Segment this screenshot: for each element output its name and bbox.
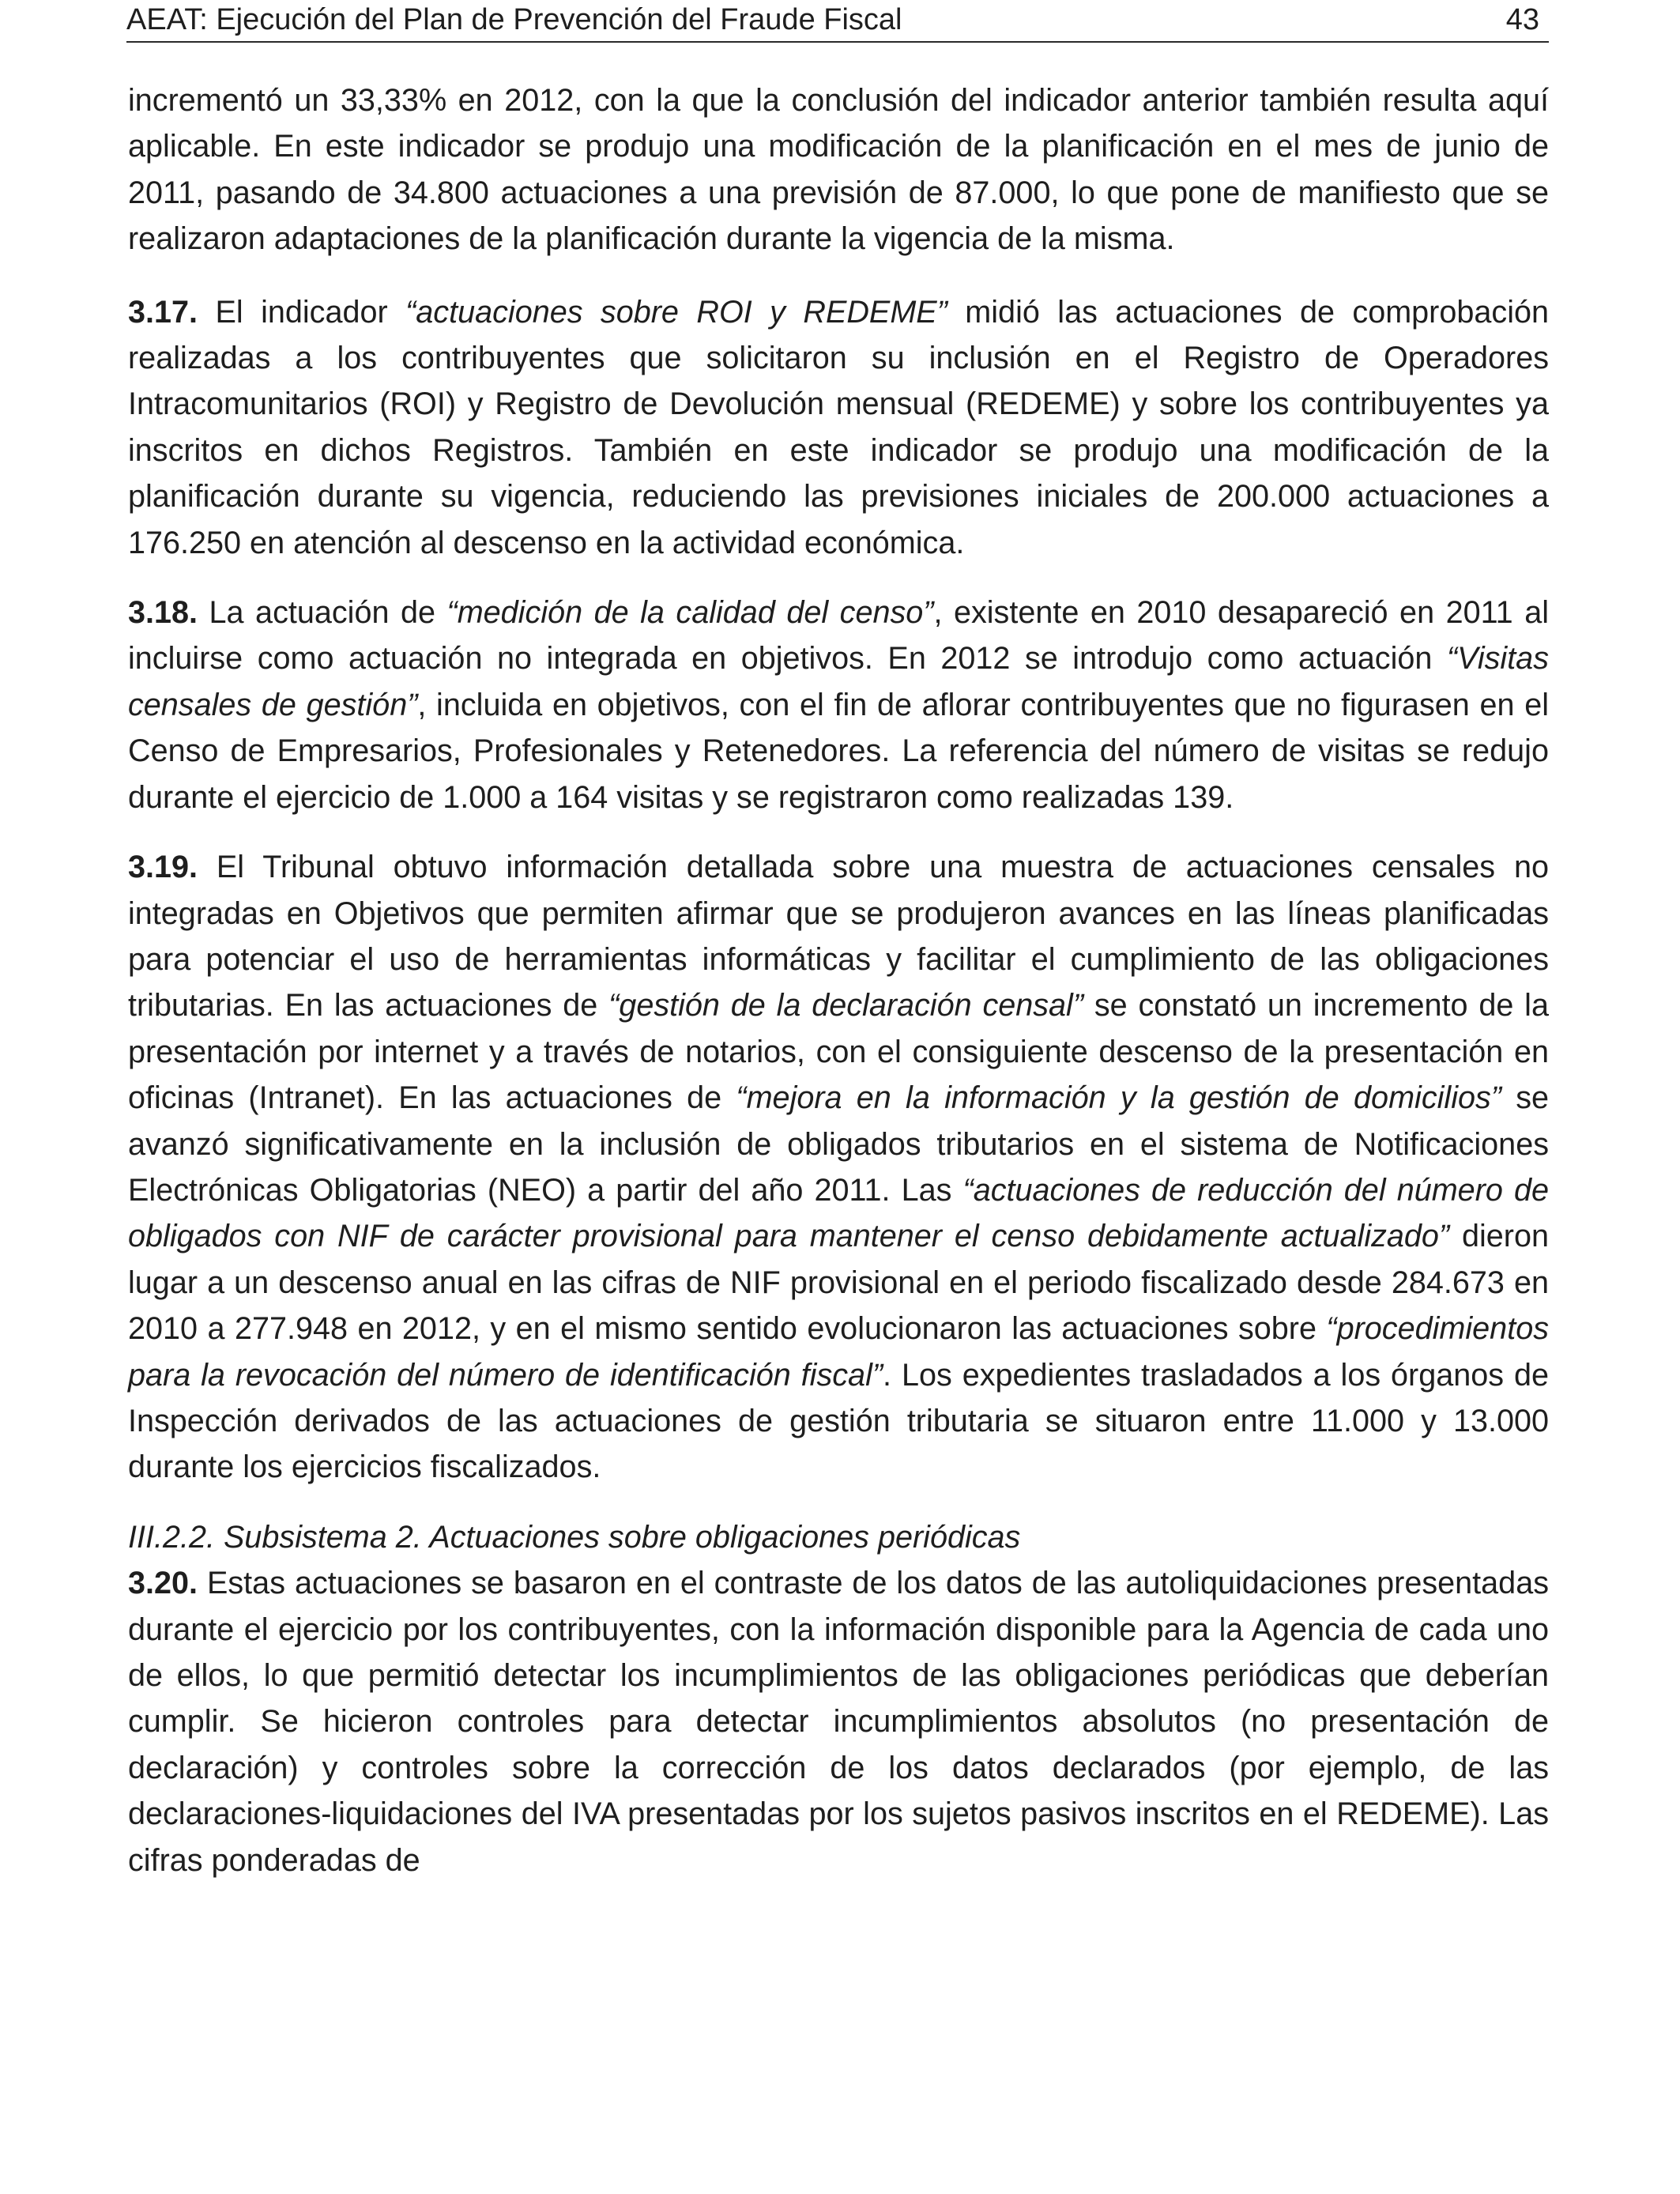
paragraph-intro: incrementó un 33,33% en 2012, con la que la conclusión del indicador anterior también resulta aquí aplicable. En este indicador se produjo una modificación de la planificación en el mes de junio de 2011, pasando de 34.800 actuaciones a una previsión de 87.000, lo que pone de manifiesto que se realizaron adaptaciones de la planificación durante la vigencia de la misma. [128, 83, 1549, 257]
paragraph-number: 3.19. [128, 850, 198, 885]
paragraph-text: , existente en 2010 desapareció en 2011 al incluirse como actuación no integrada en objetivos. En 2012 se introdujo como actuación [128, 595, 1549, 677]
paragraph-text: El indicador [198, 294, 406, 330]
paragraph-number: 3.18. [128, 595, 198, 631]
page-header [126, 0, 1549, 43]
paragraph-text: midió las actuaciones de comprobación realizadas a los contribuyentes que solicitaron su inclusión en el Registro de Operadores Intracomunitarios (ROI) y Registro de Devolución mensual (REDEME) y sobre los contribuyentes ya inscritos en dichos Registros. También en este indicador se produjo una modificación de la planificación durante su vigencia, reduciendo las previsiones iniciales de 200.000 actuaciones a 176.250 en atención al descenso en la actividad económica. [128, 294, 1550, 560]
paragraph-text: se constató un incremento de la presentación por internet y a través de notarios, con el consiguiente descenso de la presentación en oficinas (Intranet). En las actuaciones de [128, 988, 1549, 1116]
paragraph-3-19 [128, 844, 1549, 1491]
section-subheading: III.2.2. Subsistema 2. Actuaciones sobre obligaciones periódicas [128, 1519, 1021, 1555]
paragraph-3-18 [128, 590, 1549, 820]
paragraph-text: El Tribunal obtuvo información detallada sobre una muestra de actuaciones censales no integradas en Objetivos que permiten afirmar que se produjeron avances en las líneas planificadas para potenciar el uso de herramientas informáticas y facilitar el cumplimiento de las obligaciones tributarias. En las actuaciones de [128, 850, 1549, 1023]
quoted-term: “actuaciones sobre ROI y REDEME” [405, 294, 947, 330]
paragraph-text: . Los expedientes trasladados a los órganos de Inspección derivados de las actuaciones de gestión tributaria se situaron entre 11.000 y 13.000 durante los ejercicios fiscalizados. [128, 1357, 1549, 1485]
paragraph-text: dieron lugar a un descenso anual en las cifras de NIF provisional en el periodo fiscalizado desde 284.673 en 2010 a 277.948 en 2012, y en el mismo sentido evolucionaron las actuaciones sobre [128, 1219, 1550, 1347]
paragraph-number: 3.20. [128, 1566, 198, 1601]
quoted-term: “actuaciones de reducción del número de obligados con NIF de carácter provisional para mantener el censo debidamente actualizado” [128, 1172, 1549, 1254]
paragraph-text: , incluida en objetivos, con el fin de aflorar contribuyentes que no figurasen en el Censo de Empresarios, Profesionales y Retenedores. La referencia del número de visitas se redujo durante el ejercicio de 1.000 a 164 visitas y se registraron como realizadas 139. [128, 687, 1549, 815]
paragraph-3-20 [128, 1560, 1549, 1883]
paragraph-text: se avanzó significativamente en la inclusión de obligados tributarios en el sistema de Notificaciones Electrónicas Obligatorias (NEO) a partir del año 2011. Las [128, 1080, 1550, 1208]
quoted-term: “Visitas censales de gestión” [128, 641, 1549, 722]
quoted-term: “gestión de la declaración censal” [608, 988, 1084, 1023]
document-body [128, 77, 1549, 1883]
paragraph-text: La actuación de [198, 595, 447, 631]
quoted-term: “procedimientos para la revocación del número de identificación fiscal” [128, 1311, 1549, 1393]
paragraph-text: Estas actuaciones se basaron en el contraste de los datos de las autoliquidaciones presentadas durante el ejercicio por los contribuyentes, con la información disponible para la Agencia de cada uno de ellos, lo que permitió detectar los incumplimientos de las obligaciones periódicas que deberían cumplir. Se hicieron controles para detectar incumplimientos absolutos (no presentación de declaración) y controles sobre la corrección de los datos declarados (por ejemplo, de las declaraciones-liquidaciones del IVA presentadas por los sujetos pasivos inscritos en el REDEME). Las cifras ponderadas de [128, 1566, 1549, 1878]
header-title: AEAT: Ejecución del Plan de Prevención del Fraude Fiscal [126, 3, 902, 36]
paragraph-number: 3.17. [128, 294, 198, 330]
page-number: 43 [1505, 3, 1539, 36]
quoted-term: “medición de la calidad del censo” [446, 595, 934, 631]
paragraph-3-17 [128, 289, 1549, 566]
quoted-term: “mejora en la información y la gestión de domicilios” [736, 1080, 1501, 1116]
